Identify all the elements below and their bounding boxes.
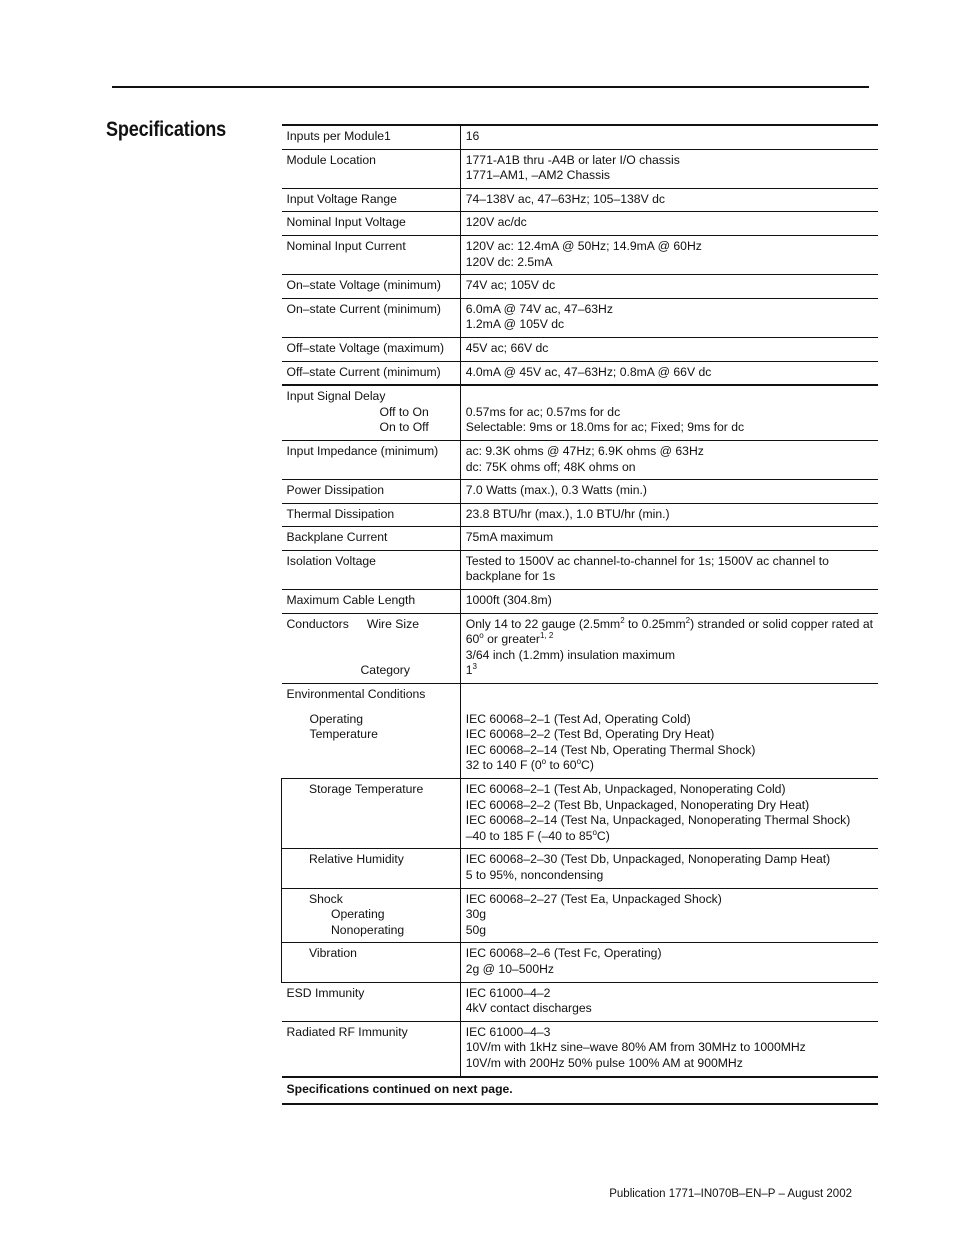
specifications-table bbox=[281, 124, 878, 1105]
spec-value: 120V ac/dc bbox=[460, 212, 878, 236]
spec-label: Power Dissipation bbox=[282, 480, 461, 504]
spec-value-line: 4kV contact discharges bbox=[465, 1001, 592, 1016]
section-title: Specifications bbox=[106, 118, 227, 141]
spec-value: 23.8 BTU/hr (max.), 1.0 BTU/hr (min.) bbox=[460, 503, 878, 527]
spec-value-line: 120V dc: 2.5mA bbox=[465, 254, 553, 269]
spec-sublabel: Off to On bbox=[379, 404, 429, 419]
spec-value: 4.0mA @ 45V ac, 47–63Hz; 0.8mA @ 66V dc bbox=[460, 361, 878, 385]
table-row bbox=[282, 590, 879, 614]
spec-value: 75mA maximum bbox=[460, 527, 878, 551]
spec-label: Vibration bbox=[282, 943, 461, 982]
spec-value: IEC 60068–2–1 (Test Ab, Unpackaged, Nonoperating Cold) IEC 60068–2–2 (Test Bb, Unpackaged, Nonoperating Dry Heat) IEC 60068–2–14 (Test Na, Unpackaged, Nonoperating Thermal Shock) –40 to 185 F (–40 to 85$^o$C) bbox=[460, 779, 878, 849]
spec-value-line: 1.2mA @ 105V dc bbox=[465, 317, 565, 332]
table-row bbox=[282, 684, 879, 779]
spec-label: On–state Voltage (minimum) bbox=[282, 275, 461, 299]
spec-value-line: IEC 60068–2–14 (Test Nb, Operating Thermal Shock) bbox=[465, 742, 756, 757]
spec-label-line: Shock bbox=[309, 891, 343, 906]
header-rule bbox=[112, 86, 869, 88]
spec-value bbox=[460, 298, 878, 337]
spec-label: Input Voltage Range bbox=[282, 188, 461, 212]
spec-label: Thermal Dissipation bbox=[282, 503, 461, 527]
spec-label: Module Location bbox=[282, 149, 461, 188]
spec-value-line: 0.57ms for ac; 0.57ms for dc bbox=[465, 404, 621, 419]
spec-value: 74–138V ac, 47–63Hz; 105–138V dc bbox=[460, 188, 878, 212]
spec-value bbox=[460, 982, 878, 1021]
spec-label: Backplane Current bbox=[282, 527, 461, 551]
spec-sublabel: On to Off bbox=[379, 420, 429, 435]
spec-value-line: IEC 61000–4–2 bbox=[465, 985, 551, 1000]
spec-label: Inputs per Module1 bbox=[282, 125, 461, 149]
spec-value: Tested to 1500V ac channel-to-channel for 1s; 1500V ac channel to backplane for 1s bbox=[460, 550, 878, 589]
spec-value-line: 10V/m with 1kHz sine–wave 80% AM from 30MHz to 1000MHz bbox=[465, 1040, 806, 1055]
spec-sublabel: Nonoperating bbox=[331, 922, 405, 937]
spec-value-line: 10V/m with 200Hz 50% pulse 100% AM at 900MHz bbox=[465, 1055, 743, 1070]
spec-value-line: Selectable: 9ms or 18.0ms for ac; Fixed; 9ms for dc bbox=[465, 420, 745, 435]
spec-value-line: IEC 60068–2–2 (Test Bd, Operating Dry Heat) bbox=[465, 727, 715, 742]
spec-value bbox=[460, 943, 878, 982]
spec-sublabel: Category bbox=[360, 663, 410, 678]
spec-value: 7.0 Watts (max.), 0.3 Watts (min.) bbox=[460, 480, 878, 504]
spec-label: Off–state Voltage (maximum) bbox=[282, 337, 461, 361]
table-row bbox=[282, 125, 879, 149]
spec-value-line: 6.0mA @ 74V ac, 47–63Hz bbox=[465, 301, 613, 316]
spec-value-line: IEC 60068–2–27 (Test Ea, Unpackaged Shock) bbox=[465, 891, 722, 906]
spec-value-line: ac: 9.3K ohms @ 47Hz; 6.9K ohms @ 63Hz bbox=[465, 443, 704, 458]
spec-label bbox=[282, 888, 461, 943]
spec-label-line: Environmental Conditions bbox=[286, 687, 426, 702]
spec-value: Only 14 to 22 gauge ($2.5mm^2$ to $0.25mm^2$) stranded or solid copper rated at 60$^o$ or greater$^{1, 2}$ 3/64 inch (1.2mm) insulation maximum $1^3$ bbox=[460, 613, 878, 683]
spec-value-line: IEC 60068–2–1 (Test Ad, Operating Cold) bbox=[465, 711, 691, 726]
spec-value: 16 bbox=[460, 125, 878, 149]
spec-value-line: 30g bbox=[465, 907, 487, 922]
spec-value: 74V ac; 105V dc bbox=[460, 275, 878, 299]
spec-sublabel: Operating bbox=[309, 711, 364, 726]
table-footer-row bbox=[282, 1077, 879, 1105]
spec-value: 45V ac; 66V dc bbox=[460, 337, 878, 361]
spec-label: Radiated RF Immunity bbox=[282, 1021, 461, 1076]
table-row bbox=[282, 235, 879, 274]
table-row bbox=[282, 337, 879, 361]
spec-label: Storage Temperature bbox=[282, 779, 461, 849]
spec-label bbox=[282, 385, 461, 440]
continued-note: Specifications continued on next page. bbox=[282, 1077, 879, 1105]
spec-value-line: 3/64 inch (1.2mm) insulation maximum bbox=[465, 647, 676, 662]
spec-value-line: 1771–AM1, –AM2 Chassis bbox=[465, 168, 611, 183]
table-row bbox=[282, 188, 879, 212]
table-row bbox=[282, 440, 879, 479]
spec-value-line: 5 to 95%, noncondensing bbox=[465, 867, 604, 882]
spec-value-line: 120V ac: 12.4mA @ 50Hz; 14.9mA @ 60Hz bbox=[465, 238, 702, 253]
spec-value bbox=[460, 440, 878, 479]
spec-label: Input Impedance (minimum) bbox=[282, 440, 461, 479]
table-row bbox=[282, 613, 879, 683]
spec-label: On–state Current (minimum) bbox=[282, 298, 461, 337]
table-row bbox=[282, 385, 879, 440]
spec-value bbox=[460, 888, 878, 943]
table-row bbox=[282, 550, 879, 589]
spec-label-text: Conductors bbox=[286, 616, 349, 631]
spec-sublabel: Wire Size bbox=[366, 616, 419, 631]
table-row bbox=[282, 943, 879, 982]
spec-label: Isolation Voltage bbox=[282, 550, 461, 589]
table-row bbox=[282, 1021, 879, 1076]
spec-value: 1000ft (304.8m) bbox=[460, 590, 878, 614]
spec-value: IEC 60068–2–1 (Test Ad, Operating Cold) IEC 60068–2–2 (Test Bd, Operating Dry Heat) IEC 60068–2–14 (Test Nb, Operating Thermal Shock) 32 to 140 F (0$^o$ to 60$^o$C) bbox=[460, 684, 878, 779]
spec-value-line: 50g bbox=[465, 922, 487, 937]
table-row bbox=[282, 361, 879, 385]
spec-value bbox=[460, 849, 878, 888]
spec-value-line: IEC 60068–2–30 (Test Db, Unpackaged, Nonoperating Damp Heat) bbox=[465, 852, 831, 867]
spec-label: ESD Immunity bbox=[282, 982, 461, 1021]
spec-label: Nominal Input Voltage bbox=[282, 212, 461, 236]
table-row bbox=[282, 298, 879, 337]
spec-sublabel: Temperature bbox=[309, 727, 378, 742]
spec-value bbox=[460, 235, 878, 274]
spec-label: Maximum Cable Length bbox=[282, 590, 461, 614]
spec-value bbox=[460, 385, 878, 440]
table-row bbox=[282, 149, 879, 188]
spec-label: Relative Humidity bbox=[282, 849, 461, 888]
spec-value bbox=[460, 149, 878, 188]
spec-value-line: 1771-A1B thru -A4B or later I/O chassis bbox=[465, 152, 680, 167]
spec-label: Nominal Input Current bbox=[282, 235, 461, 274]
spec-value-line: IEC 60068–2–2 (Test Bb, Unpackaged, Nonoperating Dry Heat) bbox=[465, 797, 810, 812]
spec-value-line: dc: 75K ohms off; 48K ohms on bbox=[465, 459, 636, 474]
table-row bbox=[282, 212, 879, 236]
spec-value-line: IEC 61000–4–3 bbox=[465, 1024, 551, 1039]
spec-value-line: 2g @ 10–500Hz bbox=[465, 961, 554, 976]
spec-value-line: IEC 60068–2–14 (Test Na, Unpackaged, Nonoperating Thermal Shock) bbox=[465, 813, 851, 828]
spec-label-line: Input Signal Delay bbox=[286, 389, 386, 404]
table-row bbox=[282, 503, 879, 527]
table-row bbox=[282, 888, 879, 943]
spec-label bbox=[282, 613, 461, 683]
spec-sublabel: Operating bbox=[331, 907, 385, 922]
spec-value bbox=[460, 1021, 878, 1076]
spec-label: Off–state Current (minimum) bbox=[282, 361, 461, 385]
table-row bbox=[282, 779, 879, 849]
spec-label bbox=[282, 684, 461, 779]
publication-footer: Publication 1771–IN070B–EN–P – August 2002 bbox=[609, 1188, 852, 1200]
table-row bbox=[282, 849, 879, 888]
table-row bbox=[282, 982, 879, 1021]
table-row bbox=[282, 527, 879, 551]
spec-value-line: IEC 60068–2–1 (Test Ab, Unpackaged, Nonoperating Cold) bbox=[465, 782, 786, 796]
table-row bbox=[282, 480, 879, 504]
spec-value-line: IEC 60068–2–6 (Test Fc, Operating) bbox=[465, 946, 662, 961]
table-row bbox=[282, 275, 879, 299]
